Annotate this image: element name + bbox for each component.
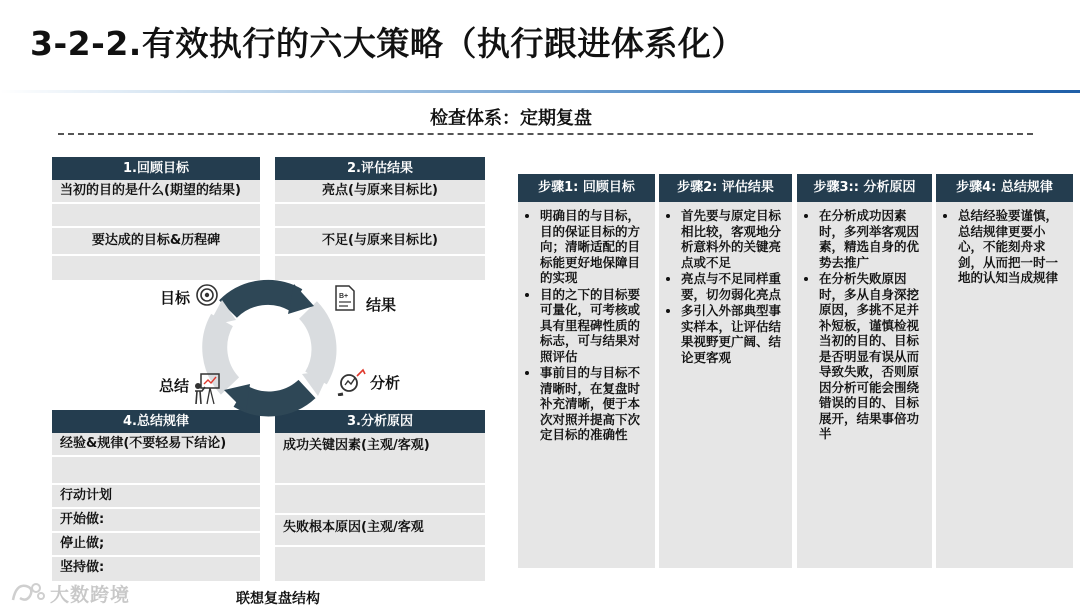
cycle-arc-top bbox=[228, 292, 296, 309]
quadrant-row: 失败根本原因(主观/客观 bbox=[275, 515, 485, 547]
quadrant-row-blank bbox=[275, 485, 485, 515]
cycle-label-result: 结果 bbox=[366, 296, 397, 314]
quadrant-row: 成功关键因素(主观/客观) bbox=[275, 433, 485, 485]
section-subtitle: 检查体系：定期复盘 bbox=[430, 108, 592, 129]
quadrant-analyze-cause bbox=[275, 410, 485, 581]
step-bullet: • 目的之下的目标要可量化，可考核或具有里程碑性质的标志，可与结果对照评估 bbox=[540, 287, 649, 365]
quadrant-header: 3.分析原因 bbox=[275, 410, 485, 433]
magnifier-chart-icon bbox=[337, 366, 367, 396]
step-column-2 bbox=[659, 174, 792, 568]
watermark-text: 大数跨境 bbox=[50, 584, 131, 606]
quadrant-row: 坚持做: bbox=[60, 560, 105, 575]
watermark-logo-icon bbox=[10, 580, 46, 604]
cycle-arc-bottom bbox=[240, 389, 307, 404]
step-bullet: • 总结经验要谨慎，总结规律更要小心，不能刻舟求剑，从而把一时一地的认知当成规律 bbox=[958, 208, 1067, 286]
quadrant-row: 当初的目的是什么(期望的结果) bbox=[52, 180, 260, 204]
quadrant-row bbox=[52, 457, 260, 485]
step-header: 步骤4: 总结规律 bbox=[936, 174, 1073, 202]
quadrant-header: 2.评估结果 bbox=[275, 157, 485, 180]
cycle-label-goal: 目标 bbox=[160, 289, 191, 307]
cycle-arc-right bbox=[308, 310, 324, 378]
dashed-divider bbox=[58, 133, 1033, 135]
quadrant-row: 停止做; bbox=[52, 533, 260, 557]
quadrant-evaluate-result bbox=[275, 157, 485, 280]
quadrant-review-goal bbox=[52, 157, 260, 280]
quadrant-header: 1.回顾目标 bbox=[52, 157, 260, 180]
step-bullet: • 亮点与不足同样重要，切勿弱化亮点 bbox=[681, 271, 786, 302]
quadrant-header: 4.总结规律 bbox=[52, 410, 260, 433]
step-bullet: • 首先要与原定目标相比较，客观地分析意料外的关键亮点或不足 bbox=[681, 208, 786, 270]
report-card-icon bbox=[334, 284, 356, 312]
step-bullet: • 多引入外部典型事实样本，让评估结果视野更广阔、结论更客观 bbox=[681, 303, 786, 365]
quadrant-row: 亮点(与原来目标比) bbox=[275, 180, 485, 204]
quadrant-row: 要达成的目标&历程碑 bbox=[52, 228, 260, 256]
quadrant-row: 不足(与原来目标比) bbox=[275, 228, 485, 256]
step-bullet: • 明确目的与目标，目的保证目标的方向；清晰适配的目标能更好地保障目的实现 bbox=[540, 208, 649, 286]
diagram-caption: 联想复盘结构 bbox=[236, 591, 320, 607]
step-header: 步骤1: 回顾目标 bbox=[518, 174, 655, 202]
slide-title: 3-2-2.有效执行的六大策略（执行跟进体系化） bbox=[30, 24, 745, 63]
step-column-3 bbox=[797, 174, 932, 568]
quadrant-row bbox=[275, 204, 485, 228]
quadrant-row-blank bbox=[275, 547, 485, 581]
step-bullet: • 事前目的与目标不清晰时，在复盘时补充清晰，便于本次对照并提高下次定目标的准确性 bbox=[540, 365, 649, 443]
report-card-badge: B+ bbox=[339, 293, 349, 300]
title-underline bbox=[0, 90, 1080, 93]
quadrant-row: 开始做: bbox=[52, 509, 260, 533]
presenter-board-icon bbox=[193, 372, 221, 406]
cycle-label-summary: 总结 bbox=[159, 377, 190, 395]
target-icon bbox=[196, 284, 218, 306]
step-column-4 bbox=[936, 174, 1073, 568]
step-column-1 bbox=[518, 174, 655, 568]
quadrant-row bbox=[52, 204, 260, 228]
cycle-label-analysis: 分析 bbox=[370, 374, 401, 392]
step-header: 步骤2: 评估结果 bbox=[659, 174, 792, 202]
quadrant-summarize-rules bbox=[52, 410, 260, 581]
step-header: 步骤3:: 分析原因 bbox=[797, 174, 932, 202]
step-bullet: • 在分析成功因素时，多列举客观因素，精选自身的优势去推广 bbox=[819, 208, 926, 270]
step-bullet: • 在分析失败原因时，多从自身深挖原因，多挑不足并补短板，谨慎检视当初的目的、目标是否明显有误从而导致失败，否则原因分析可能会围绕错误的目的、目标展开，结果事倍功半 bbox=[819, 271, 926, 442]
quadrant-row: 行动计划 bbox=[52, 485, 260, 509]
quadrant-row: 经验&规律(不要轻易下结论) bbox=[52, 433, 260, 457]
